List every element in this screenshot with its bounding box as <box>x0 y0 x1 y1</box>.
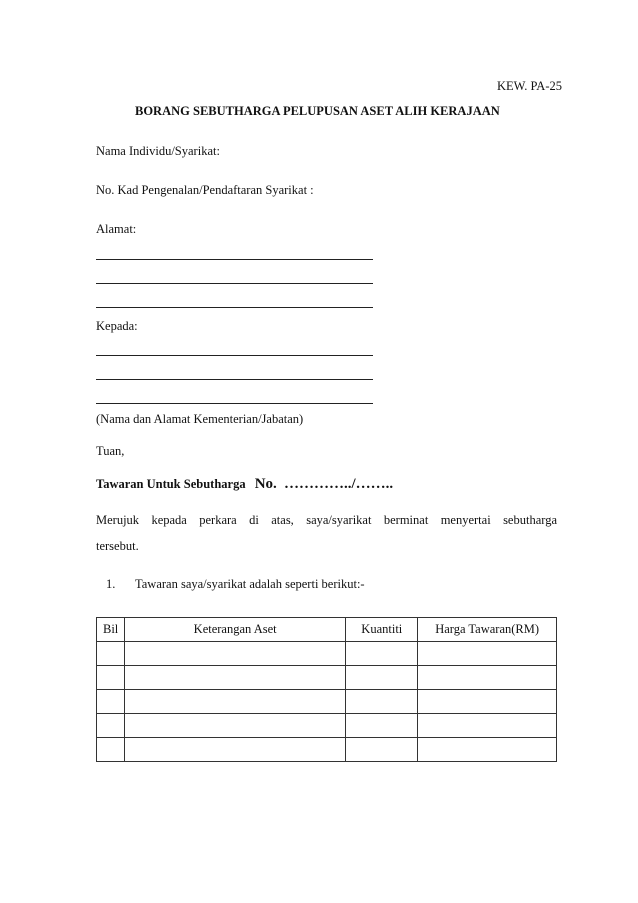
form-title: BORANG SEBUTHARGA PELUPUSAN ASET ALIH KERAJAAN <box>135 104 500 118</box>
cell-keterangan[interactable] <box>124 666 345 690</box>
item-number: 1. <box>106 577 116 591</box>
cell-kuantiti[interactable] <box>346 738 418 762</box>
address-label: Alamat: <box>96 222 137 236</box>
subject-no-value: …………../…….. <box>283 476 394 492</box>
cell-bil[interactable] <box>97 690 125 714</box>
header-harga: Harga Tawaran(RM) <box>418 618 557 642</box>
cell-kuantiti[interactable] <box>346 666 418 690</box>
subject-line <box>96 476 393 493</box>
body-line-2: tersebut. <box>96 539 139 553</box>
cell-harga[interactable] <box>418 690 557 714</box>
cell-harga[interactable] <box>418 642 557 666</box>
cell-keterangan[interactable] <box>124 738 345 762</box>
to-line-3 <box>96 403 373 404</box>
cell-harga[interactable] <box>418 666 557 690</box>
to-label: Kepada: <box>96 319 138 333</box>
cell-keterangan[interactable] <box>124 690 345 714</box>
to-note: (Nama dan Alamat Kementerian/Jabatan) <box>96 412 304 426</box>
item-text: Tawaran saya/syarikat adalah seperti berikut:- <box>135 577 365 591</box>
address-line-2 <box>96 283 373 284</box>
header-bil: Bil <box>97 618 125 642</box>
table-row <box>97 738 557 762</box>
subject-label: Tawaran Untuk Sebutharga <box>96 477 246 491</box>
cell-kuantiti[interactable] <box>346 714 418 738</box>
cell-keterangan[interactable] <box>124 642 345 666</box>
subject-no-label: No. <box>254 476 277 492</box>
table-row <box>97 666 557 690</box>
salutation: Tuan, <box>96 444 125 458</box>
name-label: Nama Individu/Syarikat: <box>96 144 220 158</box>
cell-kuantiti[interactable] <box>346 642 418 666</box>
table-row <box>97 714 557 738</box>
cell-bil[interactable] <box>97 642 125 666</box>
id-label: No. Kad Pengenalan/Pendaftaran Syarikat : <box>96 183 314 197</box>
address-line-3 <box>96 307 373 308</box>
cell-bil[interactable] <box>97 714 125 738</box>
address-line-1 <box>96 259 373 260</box>
cell-harga[interactable] <box>418 714 557 738</box>
table-row <box>97 642 557 666</box>
header-kuantiti: Kuantiti <box>346 618 418 642</box>
body-line-1: Merujuk kepada perkara di atas, saya/syarikat berminat menyertai sebutharga <box>96 513 557 527</box>
form-code: KEW. PA-25 <box>496 79 562 93</box>
to-line-1 <box>96 355 373 356</box>
table-row <box>97 690 557 714</box>
cell-keterangan[interactable] <box>124 714 345 738</box>
cell-bil[interactable] <box>97 738 125 762</box>
table-header-row <box>97 618 557 642</box>
header-keterangan: Keterangan Aset <box>124 618 345 642</box>
to-line-2 <box>96 379 373 380</box>
cell-kuantiti[interactable] <box>346 690 418 714</box>
cell-harga[interactable] <box>418 738 557 762</box>
cell-bil[interactable] <box>97 666 125 690</box>
asset-table <box>96 617 557 762</box>
